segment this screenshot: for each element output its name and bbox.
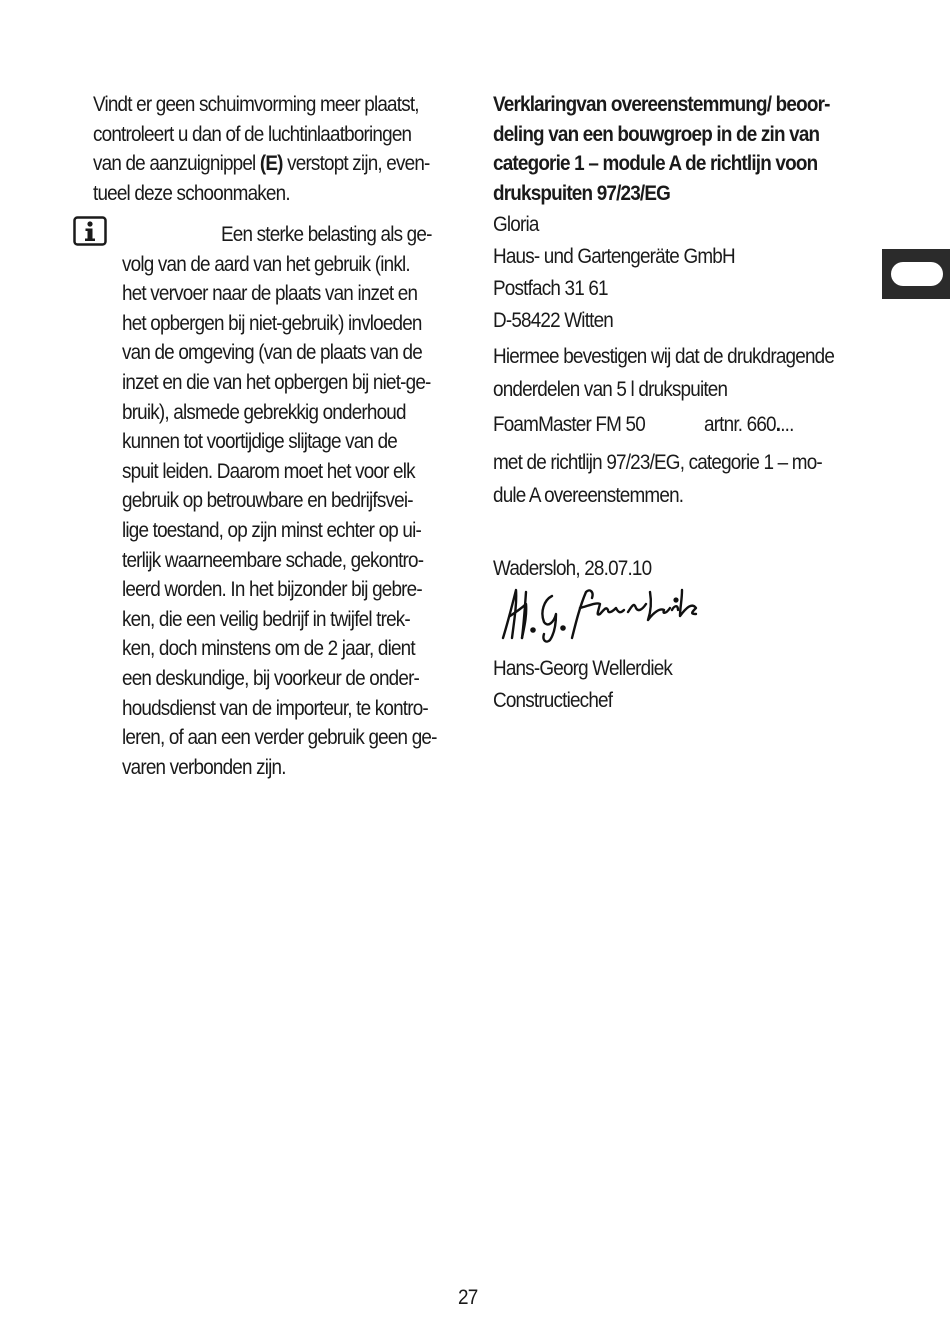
heading-line: Verklaringvan overeenstemmung/ beoor- <box>493 93 830 116</box>
info-line: leerd worden. In het bijzonder bij gebre- <box>122 578 422 602</box>
part-reference: (E) <box>259 152 283 176</box>
heading-line: categorie 1 – module A de richtlijn voon <box>493 152 818 176</box>
info-line: spuit leiden. Daarom moet het voor elk <box>122 459 415 483</box>
company-postbox: Postfach 31 61 <box>493 277 608 300</box>
info-line: volg van de aard van het gebruik (inkl. <box>122 252 410 276</box>
info-line: het vervoer naar de plaats van inzet en <box>122 282 418 306</box>
info-line: leren, of aan een verder gebruik geen ge- <box>122 726 437 750</box>
info-line: bruik), alsmede gebrekkig onderhoud <box>122 400 406 424</box>
info-line: inzet en die van het opbergen bij niet-ge- <box>122 370 431 394</box>
heading-line: deling van een bouwgroep in de zin van <box>493 122 820 146</box>
intro-paragraph <box>93 90 430 208</box>
intro-line-text: van de aanzuignippel <box>93 152 260 176</box>
company-legal-name: Haus- und Gartengeräte GmbH <box>493 245 735 268</box>
article-number-dot: . <box>775 413 781 436</box>
confirm-line: Hiermee bevestigen wij dat de drukdragende <box>493 345 835 368</box>
info-line: varen verbonden zijn. <box>122 755 286 779</box>
article-number-text: artnr. 660 <box>704 413 776 436</box>
info-line: ken, doch minstens om de 2 jaar, dient <box>122 637 415 661</box>
signature-image <box>500 582 705 644</box>
info-paragraph <box>122 220 437 782</box>
language-tab <box>882 249 950 299</box>
confirmation-text <box>493 342 834 408</box>
heading-line: drukspuiten 97/23/EG <box>493 181 671 205</box>
info-line: ken, die een veilig bedrijf in twijfel trek- <box>122 607 410 631</box>
product-name: FoamMaster FM 50 <box>493 413 645 436</box>
conformity-text <box>493 448 822 514</box>
language-tab-marker <box>891 262 943 286</box>
declaration-heading <box>493 90 830 208</box>
company-name: Gloria <box>493 213 539 236</box>
intro-line: Vindt er geen schuimvorming meer plaatst, <box>93 93 419 116</box>
page-number: 27 <box>458 1286 478 1309</box>
conformity-line: dule A overeenstemmen. <box>493 484 684 507</box>
intro-line: controleert u dan of de luchtinlaatboringen <box>93 122 412 146</box>
info-line: Een sterke belasting als ge- <box>221 223 432 246</box>
signer-block <box>493 654 672 718</box>
info-line: het opbergen bij niet-gebruik) invloeden <box>122 311 422 335</box>
info-icon <box>73 216 107 246</box>
intro-line <box>93 149 430 179</box>
intro-line-tail: verstopt zijn, even- <box>282 152 430 176</box>
conformity-line: met de richtlijn 97/23/EG, categorie 1 – mo- <box>493 451 822 474</box>
info-line: terlijk waarneembare schade, gekontro- <box>122 548 424 572</box>
info-line: van de omgeving (van de plaats van de <box>122 341 422 365</box>
company-city: D-58422 Witten <box>493 309 613 332</box>
confirm-line: onderdelen van 5 l drukspuiten <box>493 378 728 401</box>
company-address <box>493 210 735 338</box>
info-line: een deskundige, bij voorkeur de onder- <box>122 666 420 690</box>
signer-name: Hans-Georg Wellerdiek <box>493 657 673 680</box>
info-line: gebruik op betrouwbare en bedrijfsvei- <box>122 489 413 513</box>
signer-title: Constructiechef <box>493 689 613 712</box>
intro-line: tueel deze schoonmaken. <box>93 181 290 205</box>
info-line: kunnen tot voortijdige slijtage van de <box>122 430 397 454</box>
place-and-date: Wadersloh, 28.07.10 <box>493 557 652 580</box>
article-number <box>704 410 794 440</box>
info-line: lige toestand, op zijn minst echter op ui- <box>122 518 422 542</box>
article-number-ellipsis: ... <box>780 413 794 436</box>
info-line: houdsdienst van de importeur, te kontro- <box>122 696 428 720</box>
